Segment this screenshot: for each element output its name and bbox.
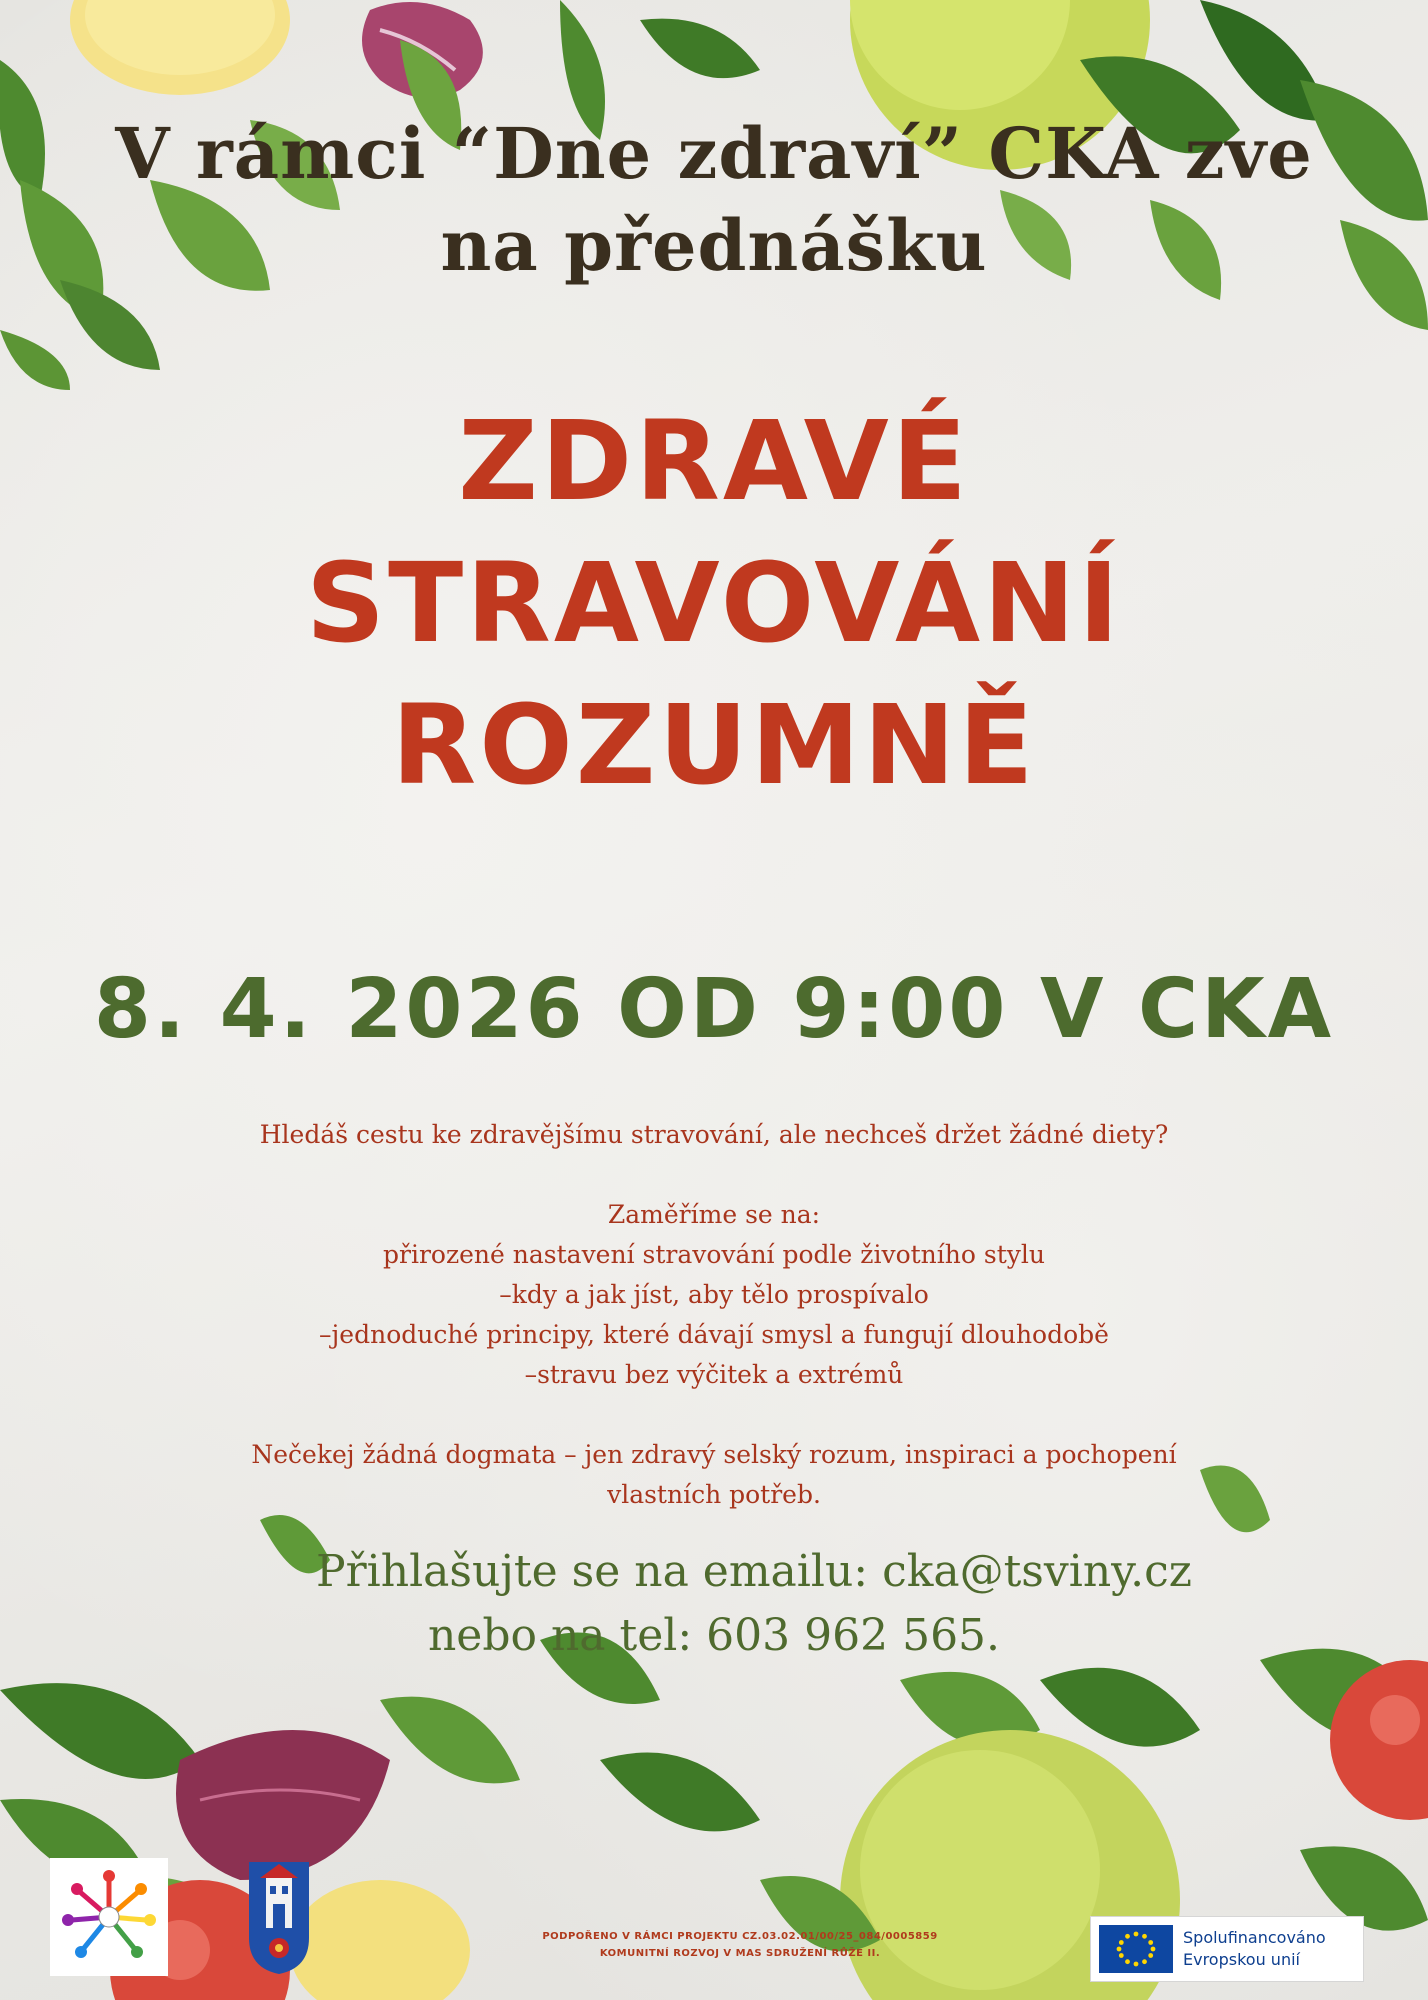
event-datetime: 8. 4. 2026 OD 9:00 V CKA xyxy=(93,962,1335,1057)
eu-funding-text xyxy=(1183,1927,1326,1971)
registration-contact xyxy=(0,1540,1428,1668)
event-intro-headline xyxy=(0,108,1428,292)
contact-email-line: Přihlašujte se na emailu: cka@tsviny.cz xyxy=(316,1546,1192,1597)
lecture-title xyxy=(0,390,1428,816)
event-description xyxy=(0,1115,1428,1515)
focus-heading: Zaměříme se na: xyxy=(607,1200,821,1229)
coat-of-arms-icon xyxy=(246,1858,312,1976)
cka-logo xyxy=(50,1858,168,1976)
headline-line-2: na přednášku xyxy=(440,204,988,287)
project-funding-note xyxy=(440,1928,1040,1962)
spacer xyxy=(0,1395,1428,1435)
title-line-1: ZDRAVÉ xyxy=(458,397,970,525)
title-line-3: ROZUMNĚ xyxy=(391,681,1037,809)
focus-point: –kdy a jak jíst, aby tělo prospívalo xyxy=(499,1280,929,1309)
project-note-line-1: PODPOŘENO V RÁMCI PROJEKTU CZ.03.02.01/00/25_084/0005859 xyxy=(542,1931,938,1942)
eu-text-line-1: Spolufinancováno xyxy=(1183,1928,1326,1947)
description-question: Hledáš cestu ke zdravějšímu stravování, ale nechceš držet žádné diety? xyxy=(259,1120,1169,1149)
eu-flag-icon xyxy=(1099,1925,1173,1973)
spacer xyxy=(0,1155,1428,1195)
eu-stars-icon xyxy=(1099,1925,1173,1973)
lemon-slice-icon xyxy=(70,0,290,95)
focus-point: přirozené nastavení stravování podle životního stylu xyxy=(383,1240,1045,1269)
headline-line-1: V rámci “Dne zdraví” CKA zve xyxy=(115,112,1313,195)
focus-point: –jednoduché principy, které dávají smysl a fungují dlouhodobě xyxy=(319,1320,1109,1349)
closing-line-2: vlastních potřeb. xyxy=(607,1480,821,1509)
focus-point: –stravu bez výčitek a extrémů xyxy=(524,1360,904,1389)
closing-line-1: Nečekej žádná dogmata – jen zdravý selský rozum, inspiraci a pochopení xyxy=(251,1440,1177,1469)
eu-funding-badge xyxy=(1090,1916,1364,1982)
eu-text-line-2: Evropskou unií xyxy=(1183,1950,1300,1969)
town-coat-of-arms xyxy=(246,1858,312,1976)
title-line-2: STRAVOVÁNÍ xyxy=(305,539,1123,667)
contact-phone-line: nebo na tel: 603 962 565. xyxy=(427,1610,1001,1661)
cka-people-circle-icon xyxy=(50,1858,168,1976)
project-note-line-2: KOMUNITNÍ ROZVOJ V MAS SDRUŽENÍ RŮŽE II. xyxy=(599,1948,881,1959)
